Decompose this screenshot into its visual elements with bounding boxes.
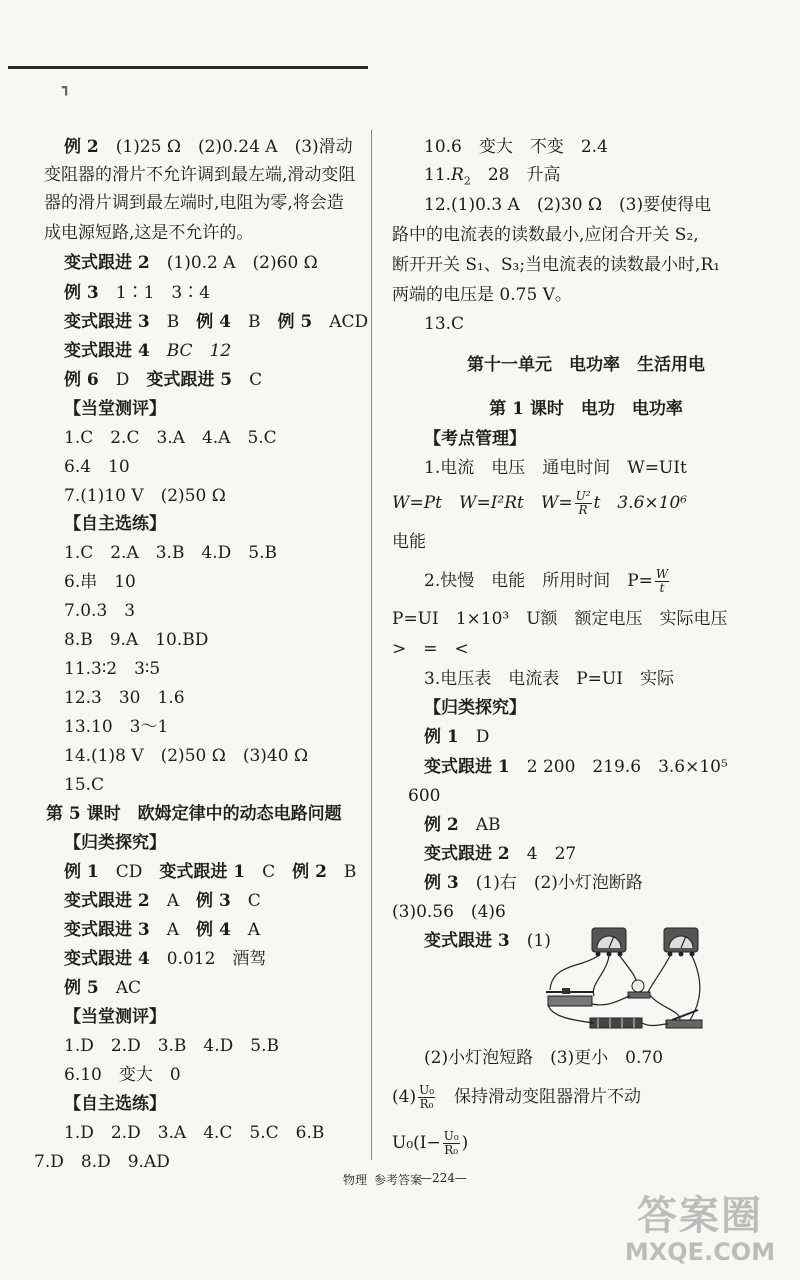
fraction-u0-over-r0-2: $\frac{\text{U₀}}{\text{R₀}}$ bbox=[443, 1129, 459, 1157]
zizhu-answers-1: 1.C 2.A 3.B 4.D 5.B bbox=[64, 543, 277, 563]
kaodian-3: 3.电压表 电流表 P=UI 实际 bbox=[424, 669, 674, 689]
example-3: 例 3 1∶1 3∶4 bbox=[64, 283, 211, 303]
variant-3-row: 变式跟进 3 B 例 4 B 例 5 ACD bbox=[64, 312, 369, 332]
page-number: —224— bbox=[420, 1171, 467, 1185]
answer-12-line-4: 两端的电压是 0.75 V。 bbox=[392, 285, 572, 305]
watermark-logo bbox=[610, 1188, 790, 1272]
lesson-1-heading: 第 1 课时 电功 电功率 bbox=[489, 399, 683, 419]
fraction-w-over-t: $\frac{W}{t}$ bbox=[655, 567, 669, 595]
zizhu-answers-5: 11.3∶2 3∶5 bbox=[64, 659, 161, 679]
kaodian-2-line-2: P=UI 1×10³ U额 额定电压 实际电压 bbox=[392, 609, 728, 629]
footer-section: 参考答案 bbox=[374, 1173, 423, 1187]
l5-dangtang-answers-2: 6.10 变大 0 bbox=[64, 1065, 181, 1085]
zizhu-answers-3: 7.0.3 3 bbox=[64, 601, 136, 621]
l5-dangtang-answers-1: 1.D 2.D 3.B 4.D 5.B bbox=[64, 1036, 279, 1056]
switch-icon bbox=[666, 1010, 702, 1028]
zizhu-answers-9: 15.C bbox=[64, 775, 105, 795]
dangtang-answers-3: 7.(1)10 V (2)50 Ω bbox=[64, 486, 226, 506]
kaodian-2-line-3: > = < bbox=[392, 639, 469, 659]
unit-11-heading: 第十一单元 电功率 生活用电 bbox=[467, 355, 705, 375]
l5-variant-4: 变式跟进 4 0.012 酒驾 bbox=[64, 949, 267, 969]
section-zizhu: 【自主选练】 bbox=[64, 514, 166, 534]
lesson-5-heading: 第 5 课时 欧姆定律中的动态电路问题 bbox=[46, 804, 342, 824]
voltmeter-icon bbox=[592, 928, 626, 957]
kaodian-1-line-3: 电能 bbox=[392, 532, 426, 552]
l5-example-5: 例 5 AC bbox=[64, 978, 142, 998]
section-guilei-right: 【归类探究】 bbox=[424, 698, 526, 718]
r-variant-3-c: (4) $\frac{\text{U₀}}{\text{R₀}}$ 保持滑动变阻器滑片不动 bbox=[392, 1083, 642, 1111]
battery-icon bbox=[590, 1018, 642, 1028]
dangtang-answers-2: 6.4 10 bbox=[64, 457, 130, 477]
r-example-3: 例 3 (1)右 (2)小灯泡断路 bbox=[424, 873, 643, 893]
corner-mark: ┓ bbox=[62, 80, 71, 96]
r-example-3-cont: (3)0.56 (4)6 bbox=[392, 902, 506, 922]
section-kaodian: 【考点管理】 bbox=[424, 429, 526, 449]
watermark-bottom: MXQE.COM bbox=[624, 1238, 776, 1266]
zizhu-answers-7: 13.10 3～1 bbox=[64, 717, 169, 737]
r-variant-3-d: U₀(I− $\frac{\text{U₀}}{\text{R₀}}$ ) bbox=[392, 1129, 469, 1157]
l5-variant-3-row: 变式跟进 3 A 例 4 A bbox=[64, 920, 261, 940]
rheostat-icon bbox=[546, 988, 594, 1006]
fraction-u2-over-r: $\frac{\text{U²}}{R}$ bbox=[575, 489, 591, 517]
wires bbox=[548, 956, 700, 1026]
answer-12-line-2: 路中的电流表的读数最小,应闭合开关 S₂, bbox=[392, 225, 699, 245]
l5-zizhu-answers-1: 1.D 2.D 3.A 4.C 5.C 6.B bbox=[64, 1123, 325, 1143]
kaodian-1-line-2: W=Pt W=I²Rt W= $\frac{\text{U²}}{R}$ t 3.6×10⁶ bbox=[392, 489, 688, 517]
ammeter-icon bbox=[664, 928, 698, 957]
zizhu-answers-8: 14.(1)8 V (2)50 Ω (3)40 Ω bbox=[64, 746, 309, 766]
answer-12-line-1: 12.(1)0.3 A (2)30 Ω (3)要使得电 bbox=[424, 195, 712, 215]
circuit-diagram bbox=[540, 924, 710, 1036]
l5-variant-2-row: 变式跟进 2 A 例 3 C bbox=[64, 891, 261, 911]
ex2-line-1: 例 2 (1)25 Ω (2)0.24 A (3)滑动 bbox=[64, 137, 353, 157]
column-divider bbox=[371, 130, 372, 1160]
ex2-line-3: 器的滑片调到最左端时,电阻为零,将会造 bbox=[44, 193, 344, 213]
ex2-line-2: 变阻器的滑片不允许调到最左端,滑动变阻 bbox=[44, 165, 356, 185]
l5-example-1-row: 例 1 CD 变式跟进 1 C 例 2 B bbox=[64, 862, 357, 882]
zizhu-answers-4: 8.B 9.A 10.BD bbox=[64, 630, 209, 650]
l5-zizhu-answers-2: 7.D 8.D 9.AD bbox=[34, 1152, 170, 1172]
answer-12-line-3: 断开开关 S₁、S₃;当电流表的读数最小时,R₁ bbox=[392, 255, 721, 275]
fraction-u0-over-r0: $\frac{\text{U₀}}{\text{R₀}}$ bbox=[419, 1083, 435, 1111]
zizhu-answers-6: 12.3 30 1.6 bbox=[64, 688, 185, 708]
r-example-2: 例 2 AB bbox=[424, 815, 501, 835]
section-dangtang-2: 【当堂测评】 bbox=[64, 1007, 166, 1027]
header-rule bbox=[8, 66, 368, 69]
watermark-top: 答案圈 bbox=[637, 1193, 763, 1239]
variant-4: 变式跟进 4 BC 12 bbox=[64, 341, 232, 361]
variant-2: 变式跟进 2 (1)0.2 A (2)60 Ω bbox=[64, 253, 318, 273]
kaodian-2-line-1: 2.快慢 电能 所用时间 P= $\frac{W}{t}$ bbox=[424, 567, 669, 595]
r-variant-1-cont: 600 bbox=[408, 786, 441, 806]
r-variant-2: 变式跟进 2 4 27 bbox=[424, 844, 577, 864]
answer-10: 10.6 变大 不变 2.4 bbox=[424, 137, 608, 157]
section-dangtang: 【当堂测评】 bbox=[64, 399, 166, 419]
ex2-line-4: 成电源短路,这是不允许的。 bbox=[44, 223, 254, 243]
answer-11: $11.R_2$ 28 升高 bbox=[424, 165, 561, 188]
kaodian-1-line-1: 1.电流 电压 通电时间 W=UIt bbox=[424, 458, 687, 478]
section-zizhu-2: 【自主选练】 bbox=[64, 1094, 166, 1114]
dangtang-answers-1: 1.C 2.C 3.A 4.A 5.C bbox=[64, 428, 277, 448]
answer-13: 13.C bbox=[424, 314, 465, 334]
section-guilei: 【归类探究】 bbox=[64, 833, 166, 853]
r-variant-1: 变式跟进 1 2 200 219.6 3.6×10⁵ bbox=[424, 757, 728, 777]
r-example-1: 例 1 D bbox=[424, 727, 490, 747]
lamp-icon bbox=[628, 980, 650, 998]
r-variant-3-b: (2)小灯泡短路 (3)更小 0.70 bbox=[424, 1048, 664, 1068]
example-6-row: 例 6 D 变式跟进 5 C bbox=[64, 370, 263, 390]
zizhu-answers-2: 6.串 10 bbox=[64, 572, 136, 592]
footer-subject: 物理 bbox=[343, 1173, 368, 1187]
r-variant-3: 变式跟进 3 (1) bbox=[424, 931, 551, 951]
